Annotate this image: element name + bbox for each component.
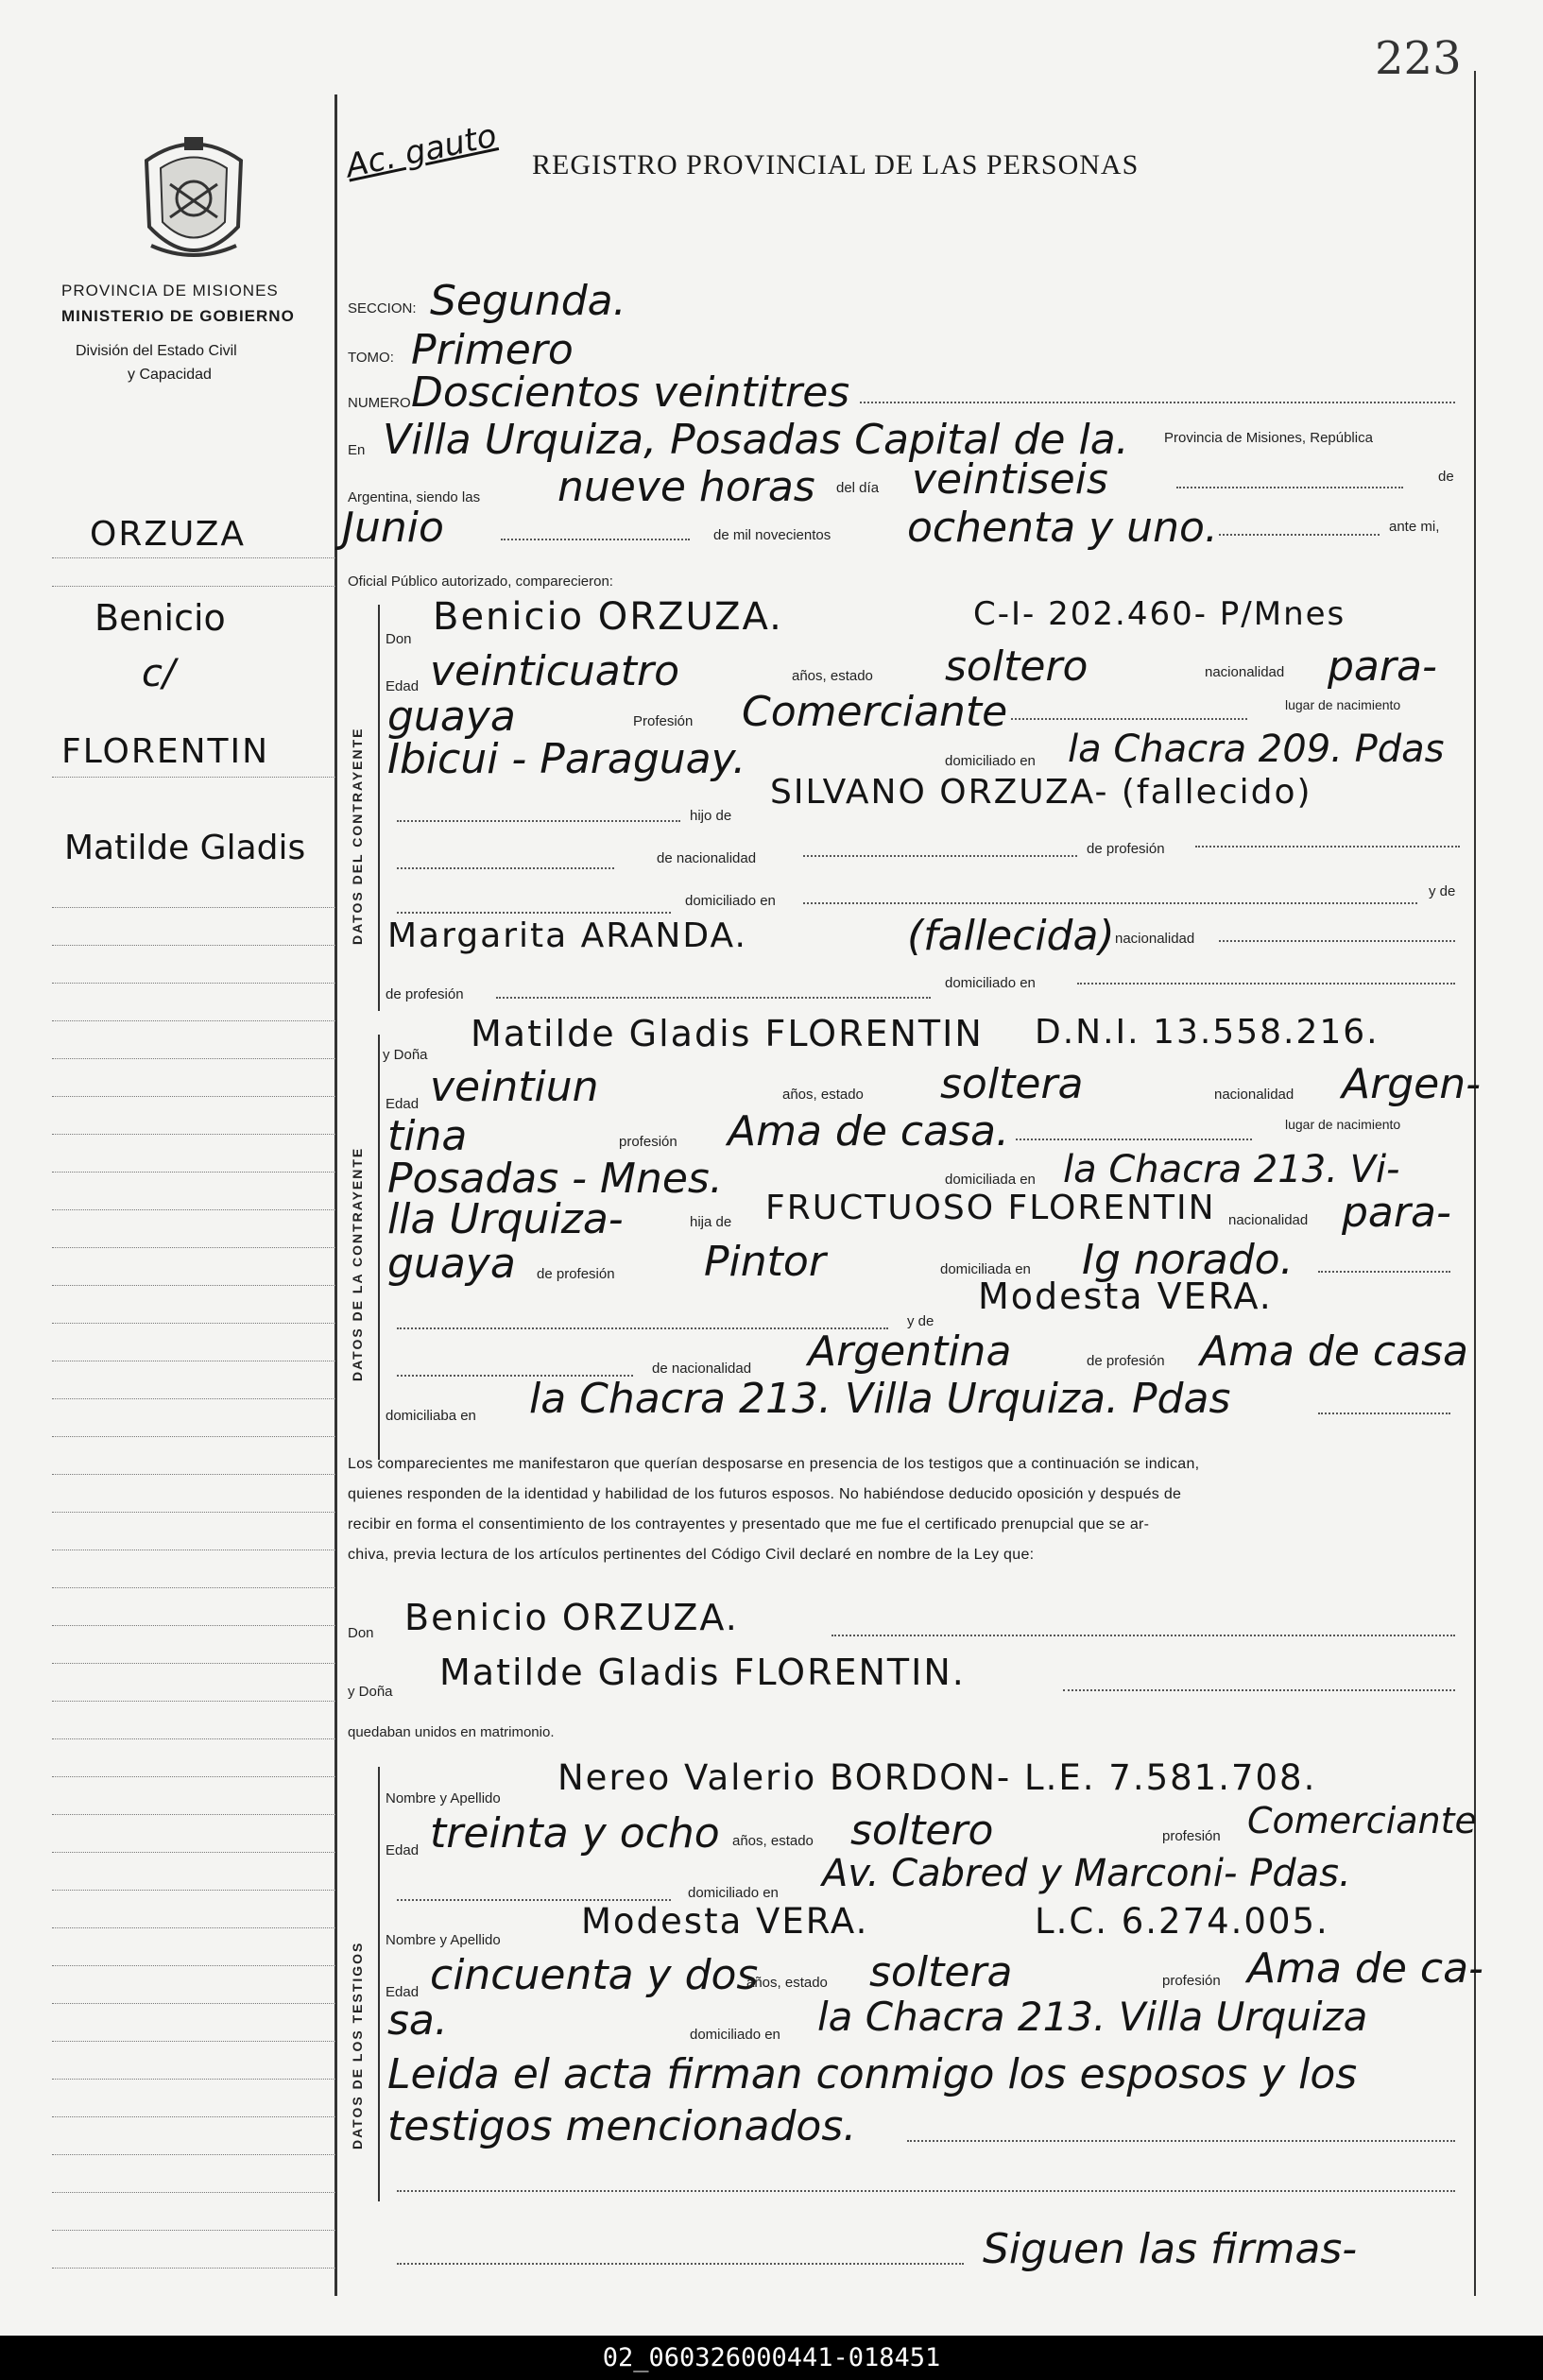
firmas-text: Siguen las firmas-	[983, 2225, 1358, 2273]
de-profesion-label: de profesión	[1087, 841, 1165, 857]
anio-value: ochenta y uno.	[907, 504, 1218, 552]
nombre-apellido-2-label: Nombre y Apellido	[386, 1932, 501, 1948]
footer-bar	[0, 2336, 1543, 2380]
margin-underline	[52, 777, 335, 778]
horas-value: nueve horas	[557, 463, 815, 511]
margin-rule	[52, 1398, 335, 1399]
t2-profesion-b: sa.	[387, 1996, 448, 2045]
margin-rule	[52, 1172, 335, 1173]
t2-domiciliado-label: domiciliado en	[690, 2027, 780, 2043]
division-name-2: y Capacidad	[128, 367, 212, 383]
decl-dona-line	[1063, 1689, 1455, 1691]
margin-rule	[52, 2079, 335, 2080]
quedaban-text: quedaban unidos en matrimonio.	[348, 1724, 555, 1740]
c1-dom3-line	[1077, 983, 1455, 985]
t2-edad: cincuenta y dos	[430, 1951, 759, 1999]
dia-line	[1176, 487, 1403, 488]
numero-line	[860, 402, 1455, 403]
declaration-line-2: quienes responden de la identidad y habilidad de los futuros esposos. No habiéndose deducido oposición y después de	[348, 1486, 1182, 1502]
footer-id: 02_060326000441-018451	[602, 2343, 941, 2372]
margin-rule	[52, 1474, 335, 1475]
c1-dom-line-2	[803, 902, 1417, 904]
margin-conjunction: c/	[142, 652, 176, 695]
margin-rule	[52, 1663, 335, 1664]
testigos-side-label: DATOS DE LOS TESTIGOS	[350, 1941, 365, 2149]
domiciliado-2-label: domiciliado en	[685, 893, 776, 909]
c2-padre: FRUCTUOSO FLORENTIN	[765, 1189, 1216, 1227]
coat-of-arms-icon	[132, 132, 255, 269]
t1-profesion-label: profesión	[1162, 1828, 1221, 1844]
section-rule-2	[378, 1035, 380, 1460]
c2-edad: veintiun	[430, 1063, 599, 1111]
dona-label: y Doña	[383, 1047, 428, 1063]
declaration-line-3: recibir en forma el consentimiento de los contrayentes y presentado que me fue el certificado prenupcial que se ar-	[348, 1516, 1150, 1532]
margin-rule	[52, 1625, 335, 1626]
domiciliaba-label: domiciliaba en	[386, 1408, 476, 1424]
margin-rule	[52, 1134, 335, 1135]
c2-nacionalidad-b: tina	[387, 1112, 468, 1160]
en-value: Villa Urquiza, Posadas Capital de la.	[383, 416, 1129, 464]
oficial-text: Oficial Público autorizado, comparecieron:	[348, 574, 613, 590]
margin-rule	[52, 1436, 335, 1437]
margin-underline	[52, 557, 335, 558]
margin-rule	[52, 1701, 335, 1702]
de-profesion-4-label: de profesión	[1087, 1353, 1165, 1369]
y-de-2-label: y de	[907, 1313, 934, 1329]
section-rule-1	[378, 605, 380, 1011]
c1-nac-line-2	[803, 855, 1077, 857]
c2-lugar: Posadas - Mnes.	[387, 1155, 723, 1203]
c1-hijo-line	[397, 820, 680, 822]
c2-domicilio-a: la Chacra 213. Vi-	[1063, 1148, 1400, 1191]
de-nacionalidad-2-label: de nacionalidad	[652, 1361, 752, 1377]
t1-estado: soltero	[850, 1806, 994, 1855]
c2-estado: soltera	[940, 1060, 1084, 1108]
domiciliado-3-label: domiciliado en	[945, 975, 1036, 991]
ministry-name: MINISTERIO DE GOBIERNO	[61, 307, 295, 325]
ante-mi-label: ante mi,	[1389, 519, 1440, 535]
edad-label: Edad	[386, 678, 420, 694]
closing-line-2: testigos mencionados.	[387, 2102, 857, 2150]
c1-edad: veinticuatro	[430, 647, 679, 695]
c2-padre-prof: Pintor	[704, 1238, 826, 1286]
margin-surname-2: FLORENTIN	[61, 732, 270, 771]
c2-madre-dom-line	[1318, 1413, 1450, 1414]
nacionalidad-4-label: nacionalidad	[1228, 1212, 1309, 1228]
t1-edad: treinta y ocho	[430, 1809, 720, 1858]
c2-padre-nac-a: para-	[1342, 1189, 1451, 1237]
margin-rule	[52, 1852, 335, 1853]
c2-madre-dom: la Chacra 213. Villa Urquiza. Pdas	[529, 1375, 1231, 1423]
decl-don-label: Don	[348, 1625, 374, 1641]
contrayente-side-label: DATOS DEL CONTRAYENTE	[350, 727, 365, 945]
margin-rule	[52, 1890, 335, 1891]
mes-value: Junio	[342, 504, 444, 552]
del-dia-label: del día	[836, 480, 880, 496]
margin-rule	[52, 1020, 335, 1021]
c1-nac-line	[397, 867, 614, 869]
margin-rule	[52, 2230, 335, 2231]
t1-domicilio: Av. Cabred y Marconi- Pdas.	[822, 1852, 1351, 1895]
t2-edad-label: Edad	[386, 1984, 420, 2000]
anio-line	[1219, 534, 1380, 536]
don-label: Don	[386, 631, 412, 647]
margin-rule	[52, 1738, 335, 1739]
c2-padre-nac-b: guaya	[387, 1240, 516, 1288]
margin-name-2: Matilde Gladis	[64, 829, 306, 867]
margin-rule	[52, 1209, 335, 1210]
nombre-apellido-label: Nombre y Apellido	[386, 1790, 501, 1806]
margin-rule	[52, 1776, 335, 1777]
c2-nacionalidad-a: Argen-	[1342, 1060, 1481, 1108]
margin-rule	[52, 2154, 335, 2155]
c2-documento: D.N.I. 13.558.216.	[1035, 1013, 1380, 1052]
hija-label: hija de	[690, 1214, 732, 1230]
c1-prof-line	[1195, 846, 1460, 848]
c2-profesion-line	[1016, 1139, 1252, 1140]
registry-title: REGISTRO PROVINCIAL DE LAS PERSONAS	[532, 149, 1140, 180]
margin-rule	[52, 1927, 335, 1928]
margin-rule	[52, 1058, 335, 1059]
blank-rule-1	[397, 2190, 1455, 2192]
margin-rule	[52, 586, 335, 587]
decl-dona-label: y Doña	[348, 1684, 393, 1700]
margin-rule	[52, 1512, 335, 1513]
y-de-label: y de	[1429, 883, 1456, 899]
lugar-nac-2-label: lugar de nacimiento	[1285, 1117, 1401, 1132]
provincia-text: Provincia de Misiones, República	[1164, 430, 1373, 446]
margin-rule	[52, 1096, 335, 1097]
closing-line-1: Leida el acta firman conmigo los esposos y los	[387, 2050, 1358, 2098]
profesion-label: Profesión	[633, 713, 694, 729]
c1-estado: soltero	[945, 642, 1089, 691]
c1-madre: Margarita ARANDA.	[387, 916, 747, 955]
domiciliada-label: domiciliada en	[945, 1172, 1036, 1188]
nacionalidad-2-label: nacionalidad	[1115, 931, 1195, 947]
margin-rule	[52, 1587, 335, 1588]
t1-edad-label: Edad	[386, 1842, 420, 1858]
declaration-line-1: Los comparecientes me manifestaron que querían desposarse en presencia de los testigos que a continuación se indican,	[348, 1456, 1200, 1472]
c2-madre-nac: Argentina	[808, 1327, 1012, 1376]
firmas-rule	[397, 2263, 964, 2265]
contrayente-2-side-label: DATOS DE LA CONTRAYENTE	[350, 1146, 365, 1381]
de-label: de	[1438, 469, 1454, 485]
nacionalidad-label: nacionalidad	[1205, 664, 1285, 680]
division-name: División del Estado Civil	[76, 343, 237, 359]
de-mil-label: de mil novecientos	[713, 527, 832, 543]
domiciliada-2-label: domiciliada en	[940, 1261, 1031, 1277]
c1-dom-line	[397, 912, 671, 914]
anos-estado-label: años, estado	[792, 668, 873, 684]
t1-anos-estado-label: años, estado	[732, 1833, 814, 1849]
argentina-text: Argentina, siendo las	[348, 489, 481, 505]
c1-prof2-line	[496, 997, 931, 999]
c1-nacionalidad-a: para-	[1328, 642, 1437, 691]
tomo-label: TOMO:	[348, 350, 394, 366]
province-name: PROVINCIA DE MISIONES	[61, 282, 279, 300]
t2-anos-estado-label: años, estado	[746, 1975, 828, 1991]
c1-nac2-line	[1219, 940, 1455, 942]
margin-rule	[52, 1285, 335, 1286]
page-number: 223	[1375, 32, 1462, 85]
margin-rule	[52, 2041, 335, 2042]
de-nacionalidad-label: de nacionalidad	[657, 850, 757, 866]
section-rule-3	[378, 1767, 380, 2201]
c2-nombre: Matilde Gladis FLORENTIN	[471, 1013, 984, 1054]
t2-documento: L.C. 6.274.005.	[1035, 1901, 1329, 1942]
c1-profesion-line	[1011, 718, 1247, 720]
margin-rule	[52, 907, 335, 908]
profesion-2-label: profesión	[619, 1134, 677, 1150]
c1-documento: C-I- 202.460- P/Mnes	[973, 595, 1346, 633]
t2-profesion-a: Ama de ca-	[1247, 1944, 1483, 1993]
c1-domicilio: la Chacra 209. Pdas	[1068, 728, 1445, 771]
margin-rule	[52, 1323, 335, 1324]
margin-name-1: Benicio	[94, 597, 226, 639]
declaration-line-4: chiva, previa lectura de los artículos pertinentes del Código Civil declaré en nombre de la Ley que:	[348, 1547, 1035, 1563]
edad-2-label: Edad	[386, 1096, 420, 1112]
t2-domicilio: la Chacra 213. Villa Urquiza	[817, 1994, 1368, 2040]
margin-rule	[52, 2116, 335, 2117]
margin-rule	[52, 1814, 335, 1815]
c2-padre-dom: Ig norado.	[1082, 1236, 1294, 1284]
mes-line	[501, 539, 690, 540]
tomo-value: Primero	[411, 326, 574, 374]
c1-padre: SILVANO ORZUZA- (fallecido)	[770, 773, 1312, 812]
nacionalidad-3-label: nacionalidad	[1214, 1087, 1294, 1103]
lugar-nac-label: lugar de nacimiento	[1285, 697, 1401, 712]
de-profesion-3-label: de profesión	[537, 1266, 615, 1282]
c2-madre-prof: Ama de casa	[1200, 1327, 1468, 1376]
margin-surname-1: ORZUZA	[90, 515, 247, 554]
margin-rule	[52, 1965, 335, 1966]
c1-lugar: Ibicui - Paraguay.	[387, 735, 746, 783]
margin-rule	[52, 983, 335, 984]
margin-rule	[52, 945, 335, 946]
c1-nombre: Benicio ORZUZA.	[433, 595, 783, 639]
margin-rule	[52, 2003, 335, 2004]
t2-estado: soltera	[869, 1948, 1013, 1996]
seccion-label: SECCION:	[348, 300, 417, 317]
c2-madre: Modesta VERA.	[978, 1276, 1273, 1317]
decl-dona: Matilde Gladis FLORENTIN.	[439, 1652, 966, 1693]
decl-don: Benicio ORZUZA.	[404, 1597, 739, 1638]
seccion-value: Segunda.	[430, 277, 626, 325]
margin-rule	[52, 2192, 335, 2193]
en-label: En	[348, 442, 366, 458]
margin-rule	[52, 1247, 335, 1248]
decl-don-line	[832, 1635, 1455, 1636]
c2-domicilio-b: lla Urquiza-	[387, 1195, 624, 1243]
margin-rule	[52, 2268, 335, 2269]
c1-profesion: Comerciante	[742, 688, 1008, 736]
c1-madre-obs: (fallecida)	[907, 912, 1115, 960]
numero-label: NUMERO	[348, 395, 411, 411]
t1-domiciliado-label: domiciliado en	[688, 1885, 779, 1901]
c2-padre-dom-line	[1318, 1271, 1450, 1273]
closing-line-2-rule	[907, 2140, 1455, 2142]
domiciliado-label: domiciliado en	[945, 753, 1036, 769]
numero-value: Doscientos veintitres	[411, 368, 850, 417]
de-profesion-2-label: de profesión	[386, 986, 464, 1002]
hijo-label: hijo de	[690, 808, 732, 824]
dia-value: veintiseis	[912, 455, 1108, 504]
annotation: Ac. gauto	[342, 116, 501, 186]
t1-profesion: Comerciante	[1247, 1800, 1477, 1841]
c2-profesion: Ama de casa.	[728, 1107, 1009, 1156]
t2-profesion-label: profesión	[1162, 1973, 1221, 1989]
anos-estado-2-label: años, estado	[782, 1087, 864, 1103]
t1-nombre: Nereo Valerio BORDON- L.E. 7.581.708.	[557, 1757, 1317, 1798]
t2-nombre: Modesta VERA.	[581, 1901, 869, 1942]
c1-nacionalidad-b: guaya	[387, 693, 516, 741]
